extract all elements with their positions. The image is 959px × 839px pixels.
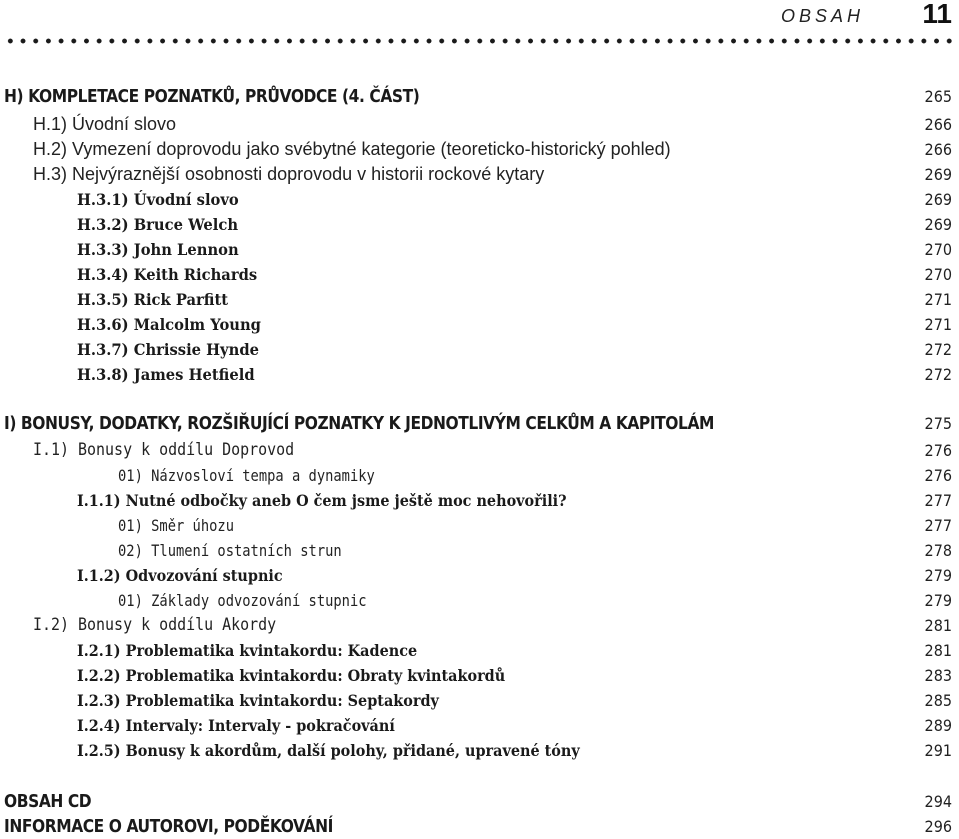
toc-page: 269 bbox=[924, 165, 952, 184]
toc-entry bbox=[0, 738, 959, 763]
toc-title: I.2.4) Intervaly: Intervaly - pokračování bbox=[77, 716, 395, 735]
toc-title: OBSAH CD bbox=[4, 791, 92, 812]
toc-page: 271 bbox=[924, 290, 952, 309]
page-number: 11 bbox=[922, 0, 952, 29]
toc-entry bbox=[0, 688, 959, 713]
toc-entry bbox=[0, 588, 959, 613]
toc-title: H.3.7) Chrissie Hynde bbox=[77, 340, 259, 359]
toc-page: 278 bbox=[924, 541, 952, 560]
toc-page: 294 bbox=[924, 792, 952, 811]
toc-entry bbox=[0, 137, 959, 162]
toc-page: 285 bbox=[924, 691, 952, 710]
toc-entry bbox=[0, 563, 959, 588]
toc-entry bbox=[0, 337, 959, 362]
toc-entry bbox=[0, 713, 959, 738]
toc-entry bbox=[0, 613, 959, 638]
toc-title: 02) Tlumení ostatních strun bbox=[118, 541, 342, 560]
toc-entry bbox=[0, 438, 959, 463]
toc-page: 277 bbox=[924, 491, 952, 510]
toc-page: 271 bbox=[924, 315, 952, 334]
toc-entry bbox=[0, 162, 959, 187]
toc-entry bbox=[0, 362, 959, 387]
toc-entry bbox=[0, 112, 959, 137]
toc-title: 01) Základy odvozování stupnic bbox=[118, 591, 367, 610]
toc-entry bbox=[0, 237, 959, 262]
toc-title: I.2) Bonusy k oddílu Akordy bbox=[33, 615, 277, 635]
toc-entry bbox=[0, 187, 959, 212]
toc-section-cd bbox=[0, 789, 959, 814]
toc-title: I.2.5) Bonusy k akordům, další polohy, přidané, upravené tóny bbox=[77, 741, 580, 760]
toc-entry bbox=[0, 463, 959, 488]
toc-page: 266 bbox=[924, 140, 952, 159]
toc-title: I.2.3) Problematika kvintakordu: Septakordy bbox=[77, 691, 439, 710]
toc-title: H.3.4) Keith Richards bbox=[77, 265, 258, 284]
toc-entry bbox=[0, 538, 959, 563]
toc-entry bbox=[0, 513, 959, 538]
toc-entry bbox=[0, 287, 959, 312]
running-header-label: OBSAH bbox=[780, 6, 864, 26]
toc-page: 279 bbox=[924, 591, 952, 610]
toc-page: 296 bbox=[924, 817, 952, 836]
toc-entry bbox=[0, 638, 959, 663]
toc-page: 276 bbox=[924, 466, 952, 485]
toc-page: 281 bbox=[924, 616, 952, 635]
toc-entry bbox=[0, 262, 959, 287]
toc-page: 281 bbox=[924, 641, 952, 660]
toc-entry bbox=[0, 312, 959, 337]
toc-page: 279 bbox=[924, 566, 952, 585]
toc-title: INFORMACE O AUTOROVI, PODĚKOVÁNÍ bbox=[4, 816, 333, 837]
toc-page: 277 bbox=[924, 516, 952, 535]
toc-title: I) BONUSY, DODATKY, ROZŠIŘUJÍCÍ POZNATKY K JEDNOTLIVÝM CELKŮM A KAPITOLÁM bbox=[4, 413, 714, 434]
toc-page: 270 bbox=[924, 265, 952, 284]
toc-title: I.1.1) Nutné odbočky aneb O čem jsme ještě moc nehovořili? bbox=[77, 491, 567, 510]
toc-title: H.3) Nejvýraznější osobnosti doprovodu v historii rockové kytary bbox=[33, 164, 545, 184]
toc-title: I.2.1) Problematika kvintakordu: Kadence bbox=[77, 641, 418, 660]
toc-section-i bbox=[0, 411, 959, 436]
toc-page: 272 bbox=[924, 365, 952, 384]
toc-page: 265 bbox=[924, 87, 952, 106]
toc-page: 276 bbox=[924, 441, 952, 460]
toc-title: 01) Názvosloví tempa a dynamiky bbox=[118, 466, 375, 485]
toc-title: H.3.6) Malcolm Young bbox=[77, 315, 261, 334]
toc-title: H.3.1) Úvodní slovo bbox=[77, 190, 239, 209]
toc-entry bbox=[0, 488, 959, 513]
toc-title: I.1.2) Odvozování stupnic bbox=[77, 566, 283, 585]
toc-title: H.3.5) Rick Parfitt bbox=[77, 290, 229, 309]
toc-title: H) KOMPLETACE POZNATKŮ, PRŮVODCE (4. ČÁST) bbox=[4, 86, 420, 107]
toc-page: 275 bbox=[924, 414, 952, 433]
toc-page: 291 bbox=[924, 741, 952, 760]
toc-entry bbox=[0, 212, 959, 237]
toc-page: 266 bbox=[924, 115, 952, 134]
toc-page: 270 bbox=[924, 240, 952, 259]
dotted-rule bbox=[4, 36, 955, 46]
toc-title: H.3.8) James Hetfield bbox=[77, 365, 255, 384]
toc-title: I.2.2) Problematika kvintakordu: Obraty kvintakordů bbox=[77, 666, 506, 685]
toc-page: 269 bbox=[924, 190, 952, 209]
toc-section-h bbox=[0, 84, 959, 109]
toc-title: H.3.2) Bruce Welch bbox=[77, 215, 239, 234]
toc-title: 01) Směr úhozu bbox=[118, 516, 234, 535]
toc-page: 272 bbox=[924, 340, 952, 359]
toc-section-authors bbox=[0, 814, 959, 839]
toc-page: 289 bbox=[924, 716, 952, 735]
toc-title: H.2) Vymezení doprovodu jako svébytné kategorie (teoreticko-historický pohled) bbox=[33, 139, 671, 159]
toc-page: 269 bbox=[924, 215, 952, 234]
toc-title: H.3.3) John Lennon bbox=[77, 240, 239, 259]
toc-entry bbox=[0, 663, 959, 688]
toc-title: I.1) Bonusy k oddílu Doprovod bbox=[33, 440, 295, 460]
toc-title: H.1) Úvodní slovo bbox=[33, 114, 177, 134]
toc-page: 283 bbox=[924, 666, 952, 685]
